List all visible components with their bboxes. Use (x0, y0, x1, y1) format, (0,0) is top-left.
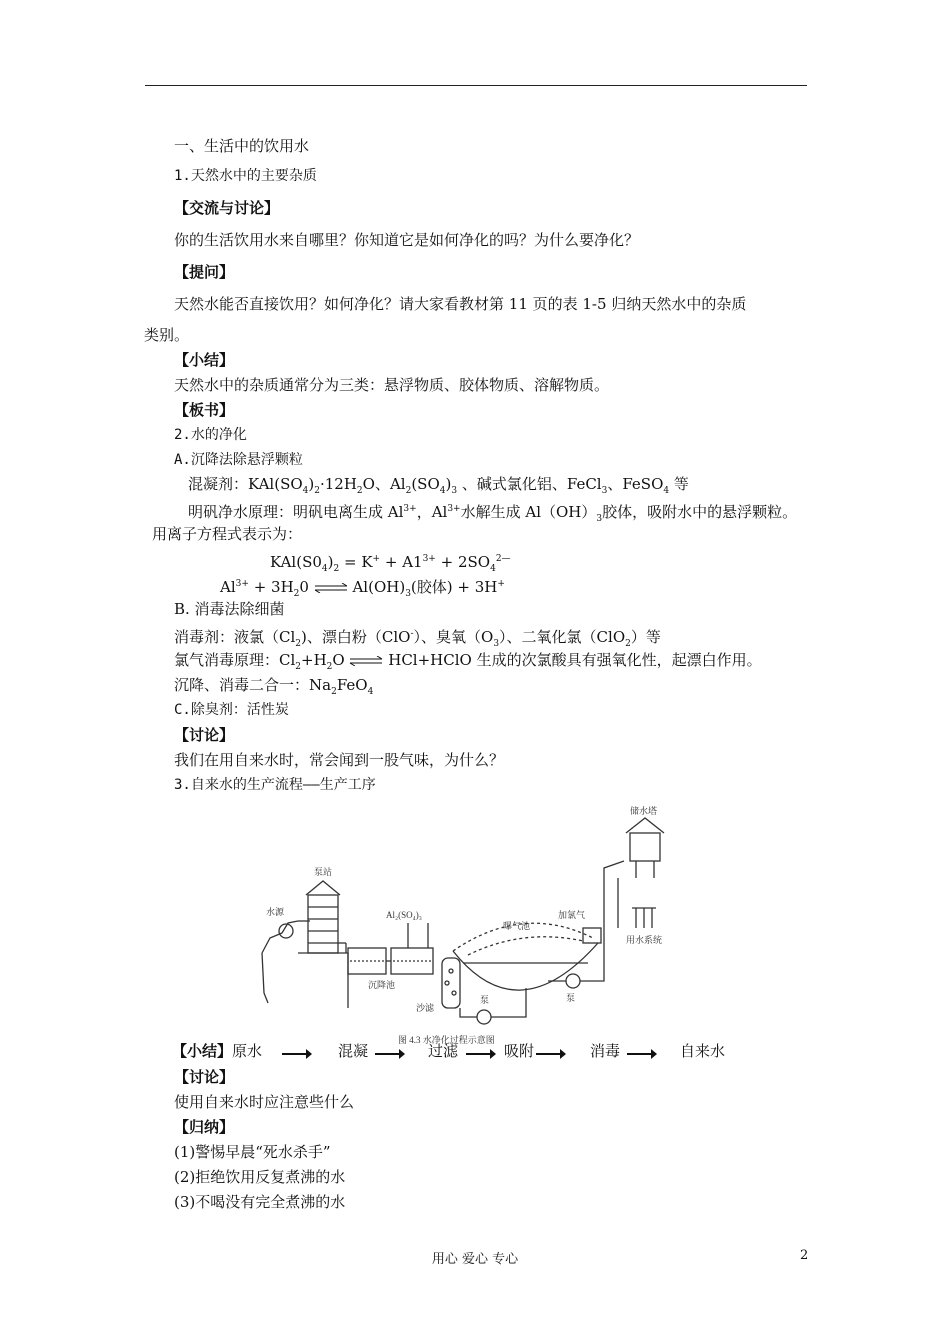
label-water-source: 水源 (266, 907, 285, 917)
subsection-title: A.沉降法除悬浮颗粒 (174, 452, 303, 468)
list-item: (2)拒绝饮用反复煮沸的水 (174, 1168, 346, 1186)
flow-step: 消毒 (590, 1042, 621, 1060)
arrow-right-icon (536, 1048, 566, 1060)
equation-2: $Al^{3+} + 3H_20$ $Al(OH)_3$(胶体) + 3H+ (220, 578, 505, 599)
heading-conclusion: 【归纳】 (174, 1118, 235, 1136)
paragraph: 天然水中的杂质通常分为三类：悬浮物质、胶体物质、溶解物质。 (174, 376, 610, 394)
header-rule (145, 85, 807, 86)
subsection-title: B. 消毒法除细菌 (174, 600, 285, 618)
equilibrium-arrow-icon (314, 583, 348, 593)
arrow-right-icon (466, 1048, 496, 1060)
label-chlorine: 加氯气 (558, 910, 586, 920)
flow-step: 自来水 (680, 1042, 726, 1060)
flow-step: 过滤 (428, 1042, 459, 1060)
flow-step: 原水 (232, 1042, 263, 1060)
heading-question: 【提问】 (174, 263, 235, 281)
list-item: (3)不喝没有完全煮沸的水 (174, 1193, 346, 1211)
arrow-right-icon (282, 1048, 312, 1060)
paragraph: 用离子方程式表示为： (152, 525, 303, 543)
label-pump-station: 泵站 (314, 867, 333, 877)
paragraph: 你的生活饮用水来自哪里？你知道它是如何净化的吗？为什么要净化？ (174, 231, 640, 249)
paragraph: 天然水能否直接饮用？如何净化？请大家看教材第 11 页的表 1-5 归纳天然水中的杂质 (174, 295, 747, 313)
label-sand-filter: 沙滤 (416, 1003, 435, 1013)
diagram-caption: 图 4.3 水净化过程示意图 (398, 1035, 495, 1045)
label-pump1: 泵 (480, 995, 490, 1005)
heading-board: 【板书】 (174, 401, 235, 419)
label-pump2: 泵 (566, 993, 576, 1003)
label-aeration: 曝气池 (503, 921, 531, 931)
subsection-title: 2.水的净化 (174, 427, 247, 443)
flow-prefix: 【小结】 (172, 1042, 233, 1060)
alum-principle-line: 明矾净水原理：明矾电离生成 $Al^{3+}$，$Al^{3+}$水解生成 $Al(OH)_3$胶体，吸附水中的悬浮颗粒。 (188, 503, 798, 524)
flow-step: 混凝 (338, 1042, 369, 1060)
label-settling: 沉降池 (368, 980, 396, 990)
disinfectant-line: 消毒剂：液氯$(Cl_2)$、漂白粉（ClO-）、臭氧$(O_3)$、二氧化氯（ClO$_2$）等 (174, 628, 661, 649)
process-flow (172, 1040, 792, 1066)
section-title: 一、生活中的饮用水 (174, 137, 310, 155)
subsection-title: 1.天然水中的主要杂质 (174, 168, 317, 184)
equation-1: $KAl(S0_4)_2 = K^+ + A1^{3+} + 2SO_4^{2—}$ (270, 553, 511, 574)
arrow-right-icon (627, 1048, 657, 1060)
heading-discussion: 【交流与讨论】 (174, 199, 280, 217)
chlorine-principle-line: 氯气消毒原理：$Cl_2+H_2O$ HCl+HClO 生成的次氯酸具有强氧化性，起漂白作用。 (174, 651, 762, 672)
subsection-title: 3.自来水的生产流程——生产工序 (174, 777, 376, 793)
coagulant-line: 混凝剂：$KAl(SO_4)_2\cdot 12H_2O$、$Al_2(SO_4)_3$ 、碱式氯化铝、FeCl$_3$、FeSO$_4$ 等 (188, 475, 689, 496)
heading-discussion-2: 【讨论】 (174, 726, 235, 744)
combo-line: 沉降、消毒二合一：$Na_2FeO_4$ (174, 676, 374, 697)
subsection-title: C.除臭剂：活性炭 (174, 702, 289, 718)
flow-step: 吸附 (504, 1042, 535, 1060)
water-purification-diagram (258, 803, 678, 1053)
paragraph: 类别。 (144, 326, 190, 344)
heading-summary: 【小结】 (174, 351, 235, 369)
paragraph: 我们在用自来水时，常会闻到一股气味，为什么？ (174, 751, 505, 769)
label-tower: 储水塔 (630, 806, 658, 816)
page-footer: 用心 爱心 专心 (431, 1252, 519, 1267)
heading-discussion-3: 【讨论】 (174, 1068, 235, 1086)
list-item: (1)警惕早晨“死水杀手” (174, 1143, 331, 1161)
equilibrium-arrow-icon (349, 656, 383, 666)
label-user-system: 用水系统 (626, 935, 663, 945)
arrow-right-icon (375, 1048, 405, 1060)
paragraph: 使用自来水时应注意些什么 (174, 1093, 355, 1111)
label-alum: Al₂(SO₄)₃ (386, 910, 422, 920)
page-number: 2 (800, 1248, 809, 1263)
